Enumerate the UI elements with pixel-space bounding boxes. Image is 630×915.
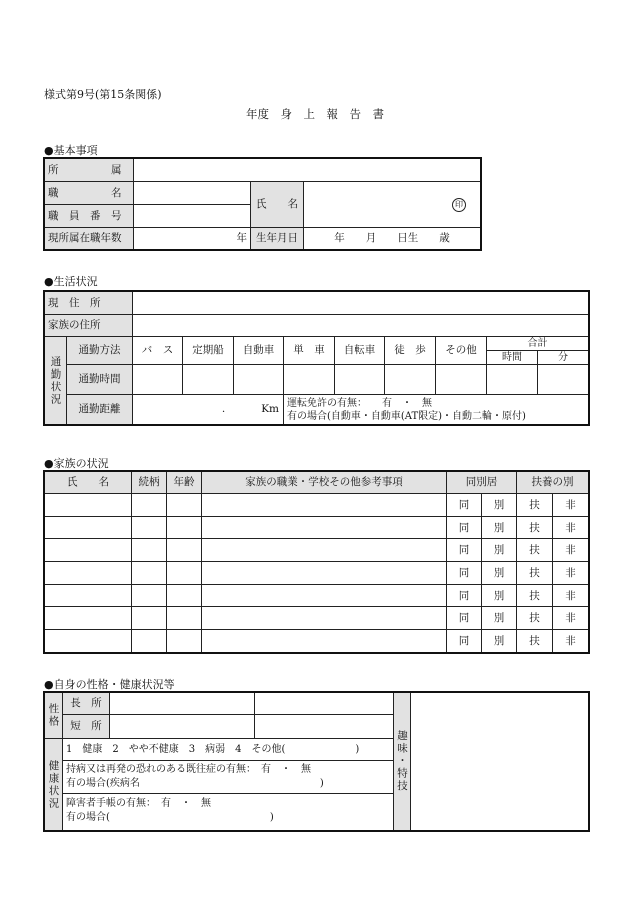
disability-line-2: 有の場合( ) — [66, 812, 274, 823]
family-row-cohabit-same[interactable]: 同 — [447, 607, 482, 630]
section-basic-title: ●基本事項 — [44, 144, 98, 157]
time-ferry[interactable] — [183, 365, 234, 395]
chronic-cell — [63, 761, 394, 794]
family-row-support-dependent[interactable]: 扶 — [517, 494, 553, 517]
method-walk: 徒 歩 — [385, 337, 436, 365]
job-title-field[interactable] — [134, 182, 251, 205]
family-row-notes[interactable] — [202, 539, 447, 562]
section-personal-title: ●自身の性格・健康状況等 — [44, 678, 175, 691]
method-car: 自動車 — [234, 337, 284, 365]
family-row-notes[interactable] — [202, 516, 447, 539]
method-bus: バ ス — [133, 337, 183, 365]
distance-field[interactable] — [133, 395, 284, 425]
family-row-notes[interactable] — [202, 494, 447, 517]
family-header-age: 年齢 — [167, 472, 202, 494]
family-row-age[interactable] — [167, 539, 202, 562]
family-row-cohabit-separate[interactable]: 別 — [482, 516, 517, 539]
health-line: 1 健康 2 やや不健康 3 病弱 4 その他( ) — [63, 739, 394, 761]
job-title-label: 職 名 — [45, 182, 134, 205]
chronic-line-1: 持病又は再発の恐れのある既往症の有無： 有 ・ 無 — [66, 764, 311, 775]
family-header-cohabit: 同別居 — [447, 472, 517, 494]
family-header-support: 扶養の別 — [517, 472, 589, 494]
family-row-support-dependent[interactable]: 扶 — [517, 584, 553, 607]
page-title: 年度 身 上 報 告 書 — [246, 107, 384, 121]
personal-table — [44, 692, 589, 831]
family-address-label: 家族の住所 — [45, 315, 133, 337]
commute-distance-label: 通勤距離 — [67, 395, 133, 425]
family-row — [45, 516, 589, 539]
strength-field-2[interactable] — [255, 693, 394, 715]
distance-unit: Km — [261, 403, 279, 416]
license-line-2: 有の場合(自動車・自動車(AT限定)・自動二輪・原付) — [287, 411, 526, 422]
time-bicycle[interactable] — [335, 365, 385, 395]
method-motorbike: 単 車 — [284, 337, 335, 365]
family-row-name[interactable] — [45, 539, 132, 562]
section-living-title: ●生活状況 — [44, 275, 98, 288]
family-row-notes[interactable] — [202, 607, 447, 630]
family-table — [44, 471, 589, 653]
weakness-label: 短 所 — [63, 715, 110, 739]
method-bicycle: 自転車 — [335, 337, 385, 365]
family-row-cohabit-separate[interactable]: 別 — [482, 584, 517, 607]
family-row-age[interactable] — [167, 584, 202, 607]
family-row-name[interactable] — [45, 494, 132, 517]
family-row-support-non[interactable]: 非 — [553, 539, 589, 562]
disability-line-1: 障害者手帳の有無： 有 ・ 無 — [66, 798, 211, 809]
family-row-cohabit-same[interactable]: 同 — [447, 539, 482, 562]
hobby-side-label: 趣味・特技 — [394, 693, 411, 831]
family-row-relation[interactable] — [132, 494, 167, 517]
family-row-age[interactable] — [167, 516, 202, 539]
family-row-relation[interactable] — [132, 630, 167, 653]
method-other: その他 — [436, 337, 487, 365]
personality-side-label: 性格 — [45, 693, 63, 739]
family-row-age[interactable] — [167, 630, 202, 653]
family-row-cohabit-same[interactable]: 同 — [447, 494, 482, 517]
years-label: 現所属在職年数 — [45, 228, 134, 250]
address-label: 現 住 所 — [45, 292, 133, 315]
dob-value: 年 月 日生 歳 — [334, 232, 450, 245]
family-row-name[interactable] — [45, 516, 132, 539]
weakness-field-2[interactable] — [255, 715, 394, 739]
family-row-cohabit-same[interactable]: 同 — [447, 630, 482, 653]
family-row-age[interactable] — [167, 607, 202, 630]
license-cell — [284, 395, 589, 425]
method-ferry: 定期船 — [183, 337, 234, 365]
total-label: 合計 — [487, 337, 589, 351]
dob-label: 生年月日 — [251, 228, 304, 250]
strength-label: 長 所 — [63, 693, 110, 715]
family-row-name[interactable] — [45, 607, 132, 630]
family-row-cohabit-same[interactable]: 同 — [447, 516, 482, 539]
living-table — [44, 291, 589, 425]
chronic-line-2: 有の場合(疾病名 ) — [66, 778, 324, 789]
weakness-field-1[interactable] — [110, 715, 255, 739]
family-row — [45, 562, 589, 585]
family-row-cohabit-same[interactable]: 同 — [447, 584, 482, 607]
form-id: 様式第9号(第15条関係) — [44, 88, 162, 101]
basic-table — [44, 158, 481, 250]
family-row-cohabit-separate[interactable]: 別 — [482, 607, 517, 630]
family-row-relation[interactable] — [132, 562, 167, 585]
affiliation-field[interactable] — [134, 159, 481, 182]
family-row-relation[interactable] — [132, 584, 167, 607]
family-row-notes[interactable] — [202, 584, 447, 607]
years-unit: 年 — [236, 232, 247, 245]
time-bus[interactable] — [133, 365, 183, 395]
family-address-field[interactable] — [133, 315, 589, 337]
family-row-support-non[interactable]: 非 — [553, 562, 589, 585]
address-field[interactable] — [133, 292, 589, 315]
distance-dot: . — [221, 403, 226, 416]
time-other[interactable] — [436, 365, 487, 395]
family-row-support-non[interactable]: 非 — [553, 584, 589, 607]
name-field[interactable] — [304, 182, 481, 228]
family-row-name[interactable] — [45, 584, 132, 607]
staff-no-field[interactable] — [134, 205, 251, 228]
family-row-name[interactable] — [45, 630, 132, 653]
family-row — [45, 584, 589, 607]
family-row-support-dependent[interactable]: 扶 — [517, 539, 553, 562]
hobby-field[interactable] — [411, 693, 589, 831]
time-walk[interactable] — [385, 365, 436, 395]
seal-icon: 印 — [452, 198, 466, 212]
family-row-support-dependent[interactable]: 扶 — [517, 607, 553, 630]
family-rows — [45, 494, 589, 653]
total-hours-label: 時間 — [487, 351, 538, 365]
family-row-relation[interactable] — [132, 607, 167, 630]
family-row-support-dependent[interactable]: 扶 — [517, 630, 553, 653]
family-row-cohabit-separate[interactable]: 別 — [482, 539, 517, 562]
family-row-age[interactable] — [167, 494, 202, 517]
family-row-support-non[interactable]: 非 — [553, 494, 589, 517]
family-row — [45, 607, 589, 630]
family-row-support-non[interactable]: 非 — [553, 516, 589, 539]
family-row-support-non[interactable]: 非 — [553, 607, 589, 630]
family-header-relation: 続柄 — [132, 472, 167, 494]
disability-cell — [63, 794, 394, 831]
family-row-cohabit-separate[interactable]: 別 — [482, 562, 517, 585]
family-row — [45, 494, 589, 517]
commute-time-label: 通勤時間 — [67, 365, 133, 395]
family-row-support-dependent[interactable]: 扶 — [517, 516, 553, 539]
family-row-cohabit-separate[interactable]: 別 — [482, 494, 517, 517]
time-total-hours[interactable] — [487, 365, 538, 395]
license-line-1: 運転免許の有無： 有 ・ 無 — [287, 398, 432, 409]
affiliation-label: 所 属 — [45, 159, 134, 182]
family-row-support-non[interactable]: 非 — [553, 630, 589, 653]
family-row-notes[interactable] — [202, 562, 447, 585]
family-row — [45, 630, 589, 653]
staff-no-label: 職 員 番 号 — [45, 205, 134, 228]
family-row-relation[interactable] — [132, 516, 167, 539]
dob-field[interactable] — [304, 228, 481, 250]
family-row — [45, 539, 589, 562]
family-header-notes: 家族の職業・学校その他参考事項 — [202, 472, 447, 494]
family-row-cohabit-same[interactable]: 同 — [447, 562, 482, 585]
name-label: 氏 名 — [251, 182, 304, 228]
family-row-cohabit-separate[interactable]: 別 — [482, 630, 517, 653]
time-total-min[interactable] — [538, 365, 589, 395]
health-side-label: 健康状況 — [45, 739, 63, 831]
years-field[interactable] — [134, 228, 251, 250]
family-row-notes[interactable] — [202, 630, 447, 653]
total-min-label: 分 — [538, 351, 589, 365]
time-motorbike[interactable] — [284, 365, 335, 395]
family-row-age[interactable] — [167, 562, 202, 585]
section-family-title: ●家族の状況 — [44, 457, 109, 470]
strength-field-1[interactable] — [110, 693, 255, 715]
commute-method-label: 通勤方法 — [67, 337, 133, 365]
time-car[interactable] — [234, 365, 284, 395]
family-header-name: 氏 名 — [45, 472, 132, 494]
family-row-relation[interactable] — [132, 539, 167, 562]
family-row-support-dependent[interactable]: 扶 — [517, 562, 553, 585]
family-row-name[interactable] — [45, 562, 132, 585]
commute-side-label: 通勤状況 — [45, 337, 67, 425]
